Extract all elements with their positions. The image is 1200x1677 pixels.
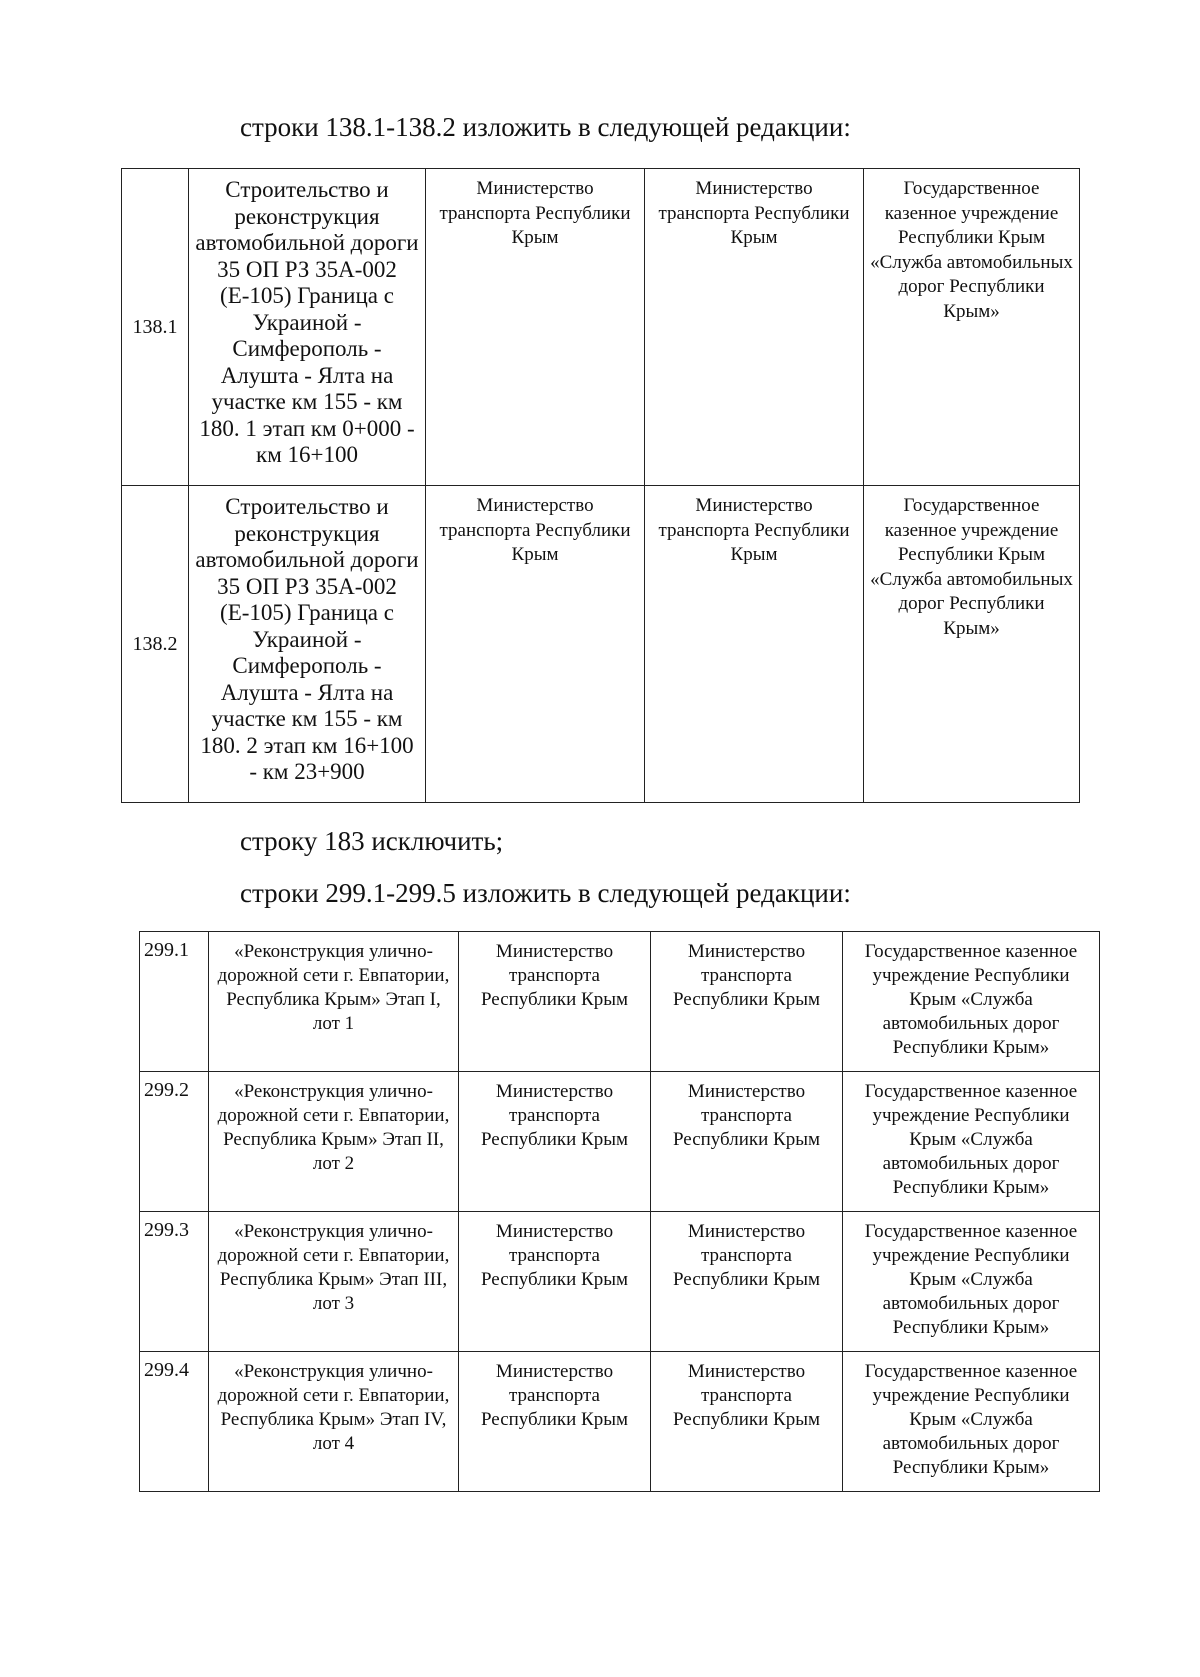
table-138	[121, 168, 1080, 803]
object-name: «Реконструкция улично-дорожной сети г. Евпатории, Республика Крым» Этап I, лот 1	[209, 932, 459, 1072]
organization-cell: Государственное казенное учреждение Республики Крым «Служба автомобильных дорог Республики Крым»	[864, 169, 1080, 486]
table-row	[140, 1212, 1100, 1352]
organization-cell: Государственное казенное учреждение Республики Крым «Служба автомобильных дорог Республики Крым»	[843, 932, 1100, 1072]
organization-cell: Государственное казенное учреждение Республики Крым «Служба автомобильных дорог Республики Крым»	[843, 1352, 1100, 1492]
organization-cell: Государственное казенное учреждение Республики Крым «Служба автомобильных дорог Республики Крым»	[864, 486, 1080, 803]
developer-cell: Министерство транспорта Республики Крым	[645, 169, 864, 486]
object-name: «Реконструкция улично-дорожной сети г. Евпатории, Республика Крым» Этап II, лот 2	[209, 1072, 459, 1212]
customer-cell: Министерство транспорта Республики Крым	[426, 486, 645, 803]
table-299	[139, 931, 1100, 1492]
heading-183: строку 183 исключить;	[240, 826, 504, 856]
row-number: 299.3	[140, 1212, 209, 1352]
object-name: «Реконструкция улично-дорожной сети г. Евпатории, Республика Крым» Этап IV, лот 4	[209, 1352, 459, 1492]
table-row	[122, 169, 1080, 486]
developer-cell: Министерство транспорта Республики Крым	[651, 1212, 843, 1352]
row-number: 138.1	[122, 169, 189, 486]
customer-cell: Министерство транспорта Республики Крым	[459, 932, 651, 1072]
table-row	[140, 932, 1100, 1072]
customer-cell: Министерство транспорта Республики Крым	[459, 1352, 651, 1492]
developer-cell: Министерство транспорта Республики Крым	[651, 932, 843, 1072]
table-row	[140, 1072, 1100, 1212]
row-number: 299.2	[140, 1072, 209, 1212]
organization-cell: Государственное казенное учреждение Республики Крым «Служба автомобильных дорог Республики Крым»	[843, 1072, 1100, 1212]
object-name: Строительство и реконструкция автомобильной дороги 35 ОП РЗ 35А-002 (Е-105) Граница с Украиной - Симферополь - Алушта - Ялта на участке км 155 - км 180. 2 этап км 16+100 - км 23+900	[189, 486, 426, 803]
table-row	[122, 486, 1080, 803]
customer-cell: Министерство транспорта Республики Крым	[426, 169, 645, 486]
organization-cell: Государственное казенное учреждение Республики Крым «Служба автомобильных дорог Республики Крым»	[843, 1212, 1100, 1352]
heading-299: строки 299.1-299.5 изложить в следующей редакции:	[240, 878, 851, 908]
customer-cell: Министерство транспорта Республики Крым	[459, 1212, 651, 1352]
customer-cell: Министерство транспорта Республики Крым	[459, 1072, 651, 1212]
table-row	[140, 1352, 1100, 1492]
heading-138: строки 138.1-138.2 изложить в следующей редакции:	[240, 112, 851, 142]
object-name: «Реконструкция улично-дорожной сети г. Евпатории, Республика Крым» Этап III, лот 3	[209, 1212, 459, 1352]
developer-cell: Министерство транспорта Республики Крым	[645, 486, 864, 803]
object-name: Строительство и реконструкция автомобильной дороги 35 ОП РЗ 35А-002 (Е-105) Граница с Украиной - Симферополь - Алушта - Ялта на участке км 155 - км 180. 1 этап км 0+000 - км 16+100	[189, 169, 426, 486]
row-number: 299.1	[140, 932, 209, 1072]
row-number: 299.4	[140, 1352, 209, 1492]
row-number: 138.2	[122, 486, 189, 803]
developer-cell: Министерство транспорта Республики Крым	[651, 1352, 843, 1492]
developer-cell: Министерство транспорта Республики Крым	[651, 1072, 843, 1212]
